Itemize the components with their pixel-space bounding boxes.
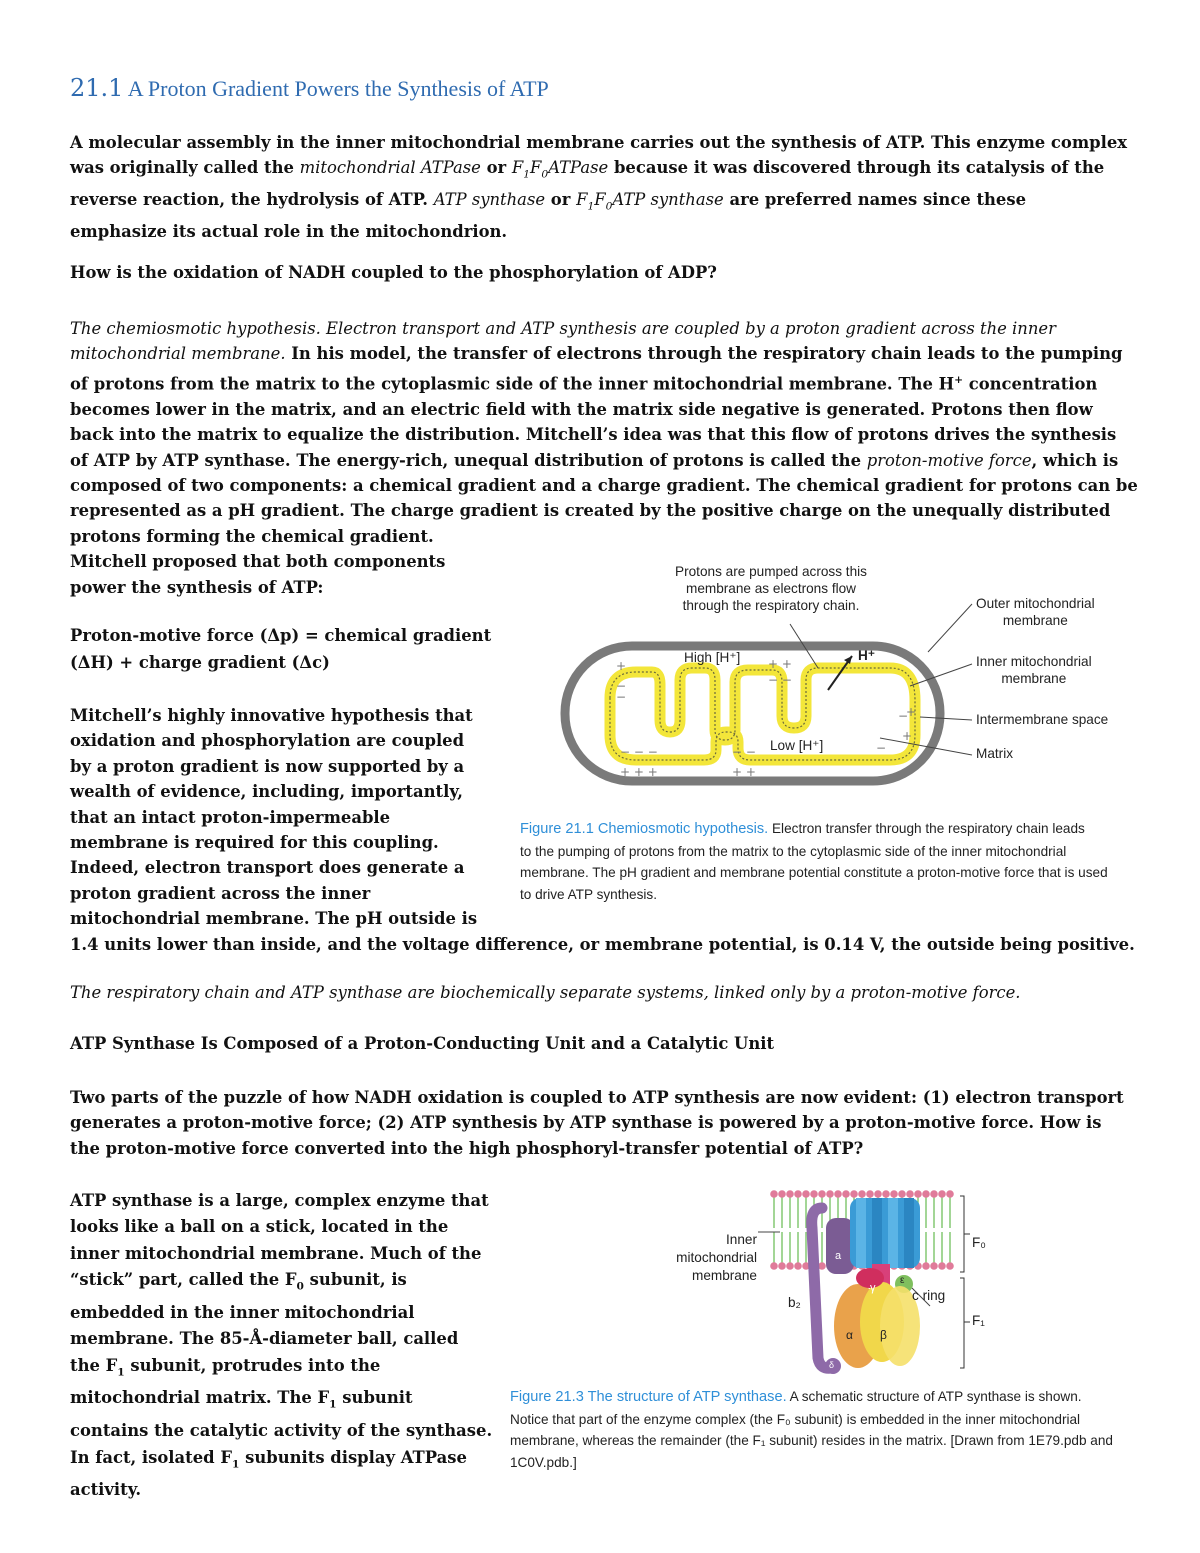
figure-21-1 — [520, 560, 1180, 905]
figure-21-1-caption: Figure 21.1 Chemiosmotic hypothesis. Electron transfer through the respiratory chain leads to the pumping of protons from the matrix to the cytoplasmic side of the inner mitochondrial membrane. The pH gradient and membrane potential constitute a proton-motive force that is used to drive ATP synthesis. — [520, 821, 1108, 902]
lipid-head — [770, 1190, 778, 1198]
lipid-head — [898, 1190, 906, 1198]
pump-callout: Protons are pumped across this membrane as electrons flow through the respiratory chain. — [675, 564, 867, 613]
lipid-head — [922, 1190, 930, 1198]
f0-label: F₀ — [972, 1235, 986, 1250]
svg-text:− −: − − — [732, 745, 756, 759]
h-plus-label: H⁺ — [858, 648, 875, 663]
lipid-head — [914, 1190, 922, 1198]
alpha-label: α — [846, 1328, 853, 1342]
text-line: Two parts of the puzzle of how NADH oxidation is coupled to ATP synthesis are now evident: (1) electron transport — [70, 1088, 1124, 1107]
text-line: mitochondrial membrane. The pH outside is — [70, 909, 478, 929]
text-line: the proton-motive force converted into the high phosphoryl-transfer potential of ATP? — [70, 1138, 864, 1158]
lipid-head — [802, 1190, 810, 1198]
lipid-head — [778, 1262, 786, 1270]
text-line: activity. — [70, 1480, 142, 1500]
svg-text:+ +: + + — [732, 765, 756, 779]
figure-21-3-caption: Figure 21.3 The structure of ATP synthase. A schematic structure of ATP synthase is shown. Notice that part of the enzyme complex (the F₀ subunit) is embedded in the inner mitochondrial membrane, whereas the remainder (the F₁ subunit) resides in the matrix. [Drawn from 1E79.pdb and 1C0V.pdb.] — [510, 1389, 1113, 1470]
text-line: emphasize its actual role in the mitochondrion. — [70, 221, 508, 241]
lipid-head — [858, 1190, 866, 1198]
svg-text:−: − — [616, 679, 627, 693]
lipid-head — [842, 1190, 850, 1198]
lipid-head — [874, 1190, 882, 1198]
svg-text:−: − — [616, 690, 627, 704]
outer-membrane-label: Outer mitochondrial membrane — [976, 596, 1095, 628]
text-line: of protons from the matrix to the cytoplasmic side of the inner mitochondrial membrane. The H+ concentration — [70, 372, 1098, 394]
text-line: Mitchell proposed that both components — [70, 552, 446, 572]
text-line: by a proton gradient is now supported by a — [70, 756, 465, 776]
svg-text:− − −: − − − — [620, 745, 658, 759]
text-line: 1.4 units lower than inside, and the voltage difference, or membrane potential, is 0.14 V, the outside being positive. — [70, 934, 1135, 954]
lipid-head — [922, 1262, 930, 1270]
puzzle-paragraph — [70, 1085, 1140, 1161]
svg-text:− −: − − — [768, 673, 792, 687]
text-line: Mitchell’s highly innovative hypothesis that — [70, 706, 473, 725]
text-line: oxidation and phosphorylation are coupled — [70, 731, 465, 751]
text-line: proton gradient across the inner — [70, 883, 371, 903]
lipid-head — [786, 1190, 794, 1198]
a-label: a — [835, 1250, 842, 1262]
low-proton-label: Low [H⁺] — [770, 738, 824, 753]
lipid-head — [946, 1262, 954, 1270]
lipid-head — [946, 1190, 954, 1198]
text-line: A molecular assembly in the inner mitochondrial membrane carries out the synthesis of ATP. This enzyme complex — [70, 133, 1128, 152]
svg-text:+ + +: + + + — [620, 765, 658, 779]
svg-text:+: + — [906, 705, 917, 719]
text-line: looks like a ball on a stick, located in the — [70, 1217, 449, 1237]
text-line: the $F_1$ subunit, protrudes into the — [70, 1355, 381, 1378]
text-line: membrane. The 85-Å-diameter ball, called — [70, 1329, 459, 1349]
text-line: mitochondrial matrix. The $F_1$ subunit — [70, 1388, 413, 1411]
atp-synthase-diagram — [500, 1188, 1180, 1378]
matrix-label: Matrix — [976, 746, 1014, 761]
lipid-head — [930, 1262, 938, 1270]
text-line: becomes lower in the matrix, and an electric field with the matrix side negative is generated. Protons then flow — [70, 399, 1093, 419]
lipid-head — [850, 1190, 858, 1198]
atp-synthase-subheading: ATP Synthase Is Composed of a Proton-Conducting Unit and a Catalytic Unit — [70, 1034, 775, 1053]
lipid-head — [938, 1190, 946, 1198]
text-line: inner mitochondrial membrane. Much of the — [70, 1243, 482, 1263]
lipid-head — [778, 1190, 786, 1198]
lipid-head — [866, 1190, 874, 1198]
text-line: was originally called the mitochondrial ATPase or $F_1F_0ATPase$ because it was discovered through its catalysis of the — [70, 158, 1105, 181]
text-line: In fact, isolated $F_1$ subunits display ATPase — [70, 1447, 467, 1470]
lipid-head — [882, 1190, 890, 1198]
section-title: A Proton Gradient Powers the Synthesis of ATP — [127, 76, 549, 101]
intro-paragraph — [70, 130, 1140, 244]
text-line: generates a proton-motive force; (2) ATP synthesis by ATP synthase is powered by a proton-motive force. How is — [70, 1113, 1102, 1133]
svg-text:−: − — [898, 709, 909, 723]
text-line: Indeed, electron transport does generate a — [70, 858, 465, 878]
text-line: mitochondrial membrane. In his model, the transfer of electrons through the respiratory chain leads to the pumping — [70, 344, 1123, 364]
figure-21-3 — [500, 1188, 1180, 1488]
text-line: embedded in the inner mitochondrial — [70, 1302, 415, 1322]
lipid-head — [810, 1190, 818, 1198]
c-ring — [850, 1198, 920, 1268]
section-heading — [70, 74, 549, 102]
lipid-head — [786, 1262, 794, 1270]
lipid-head — [818, 1190, 826, 1198]
section-number: 21.1 — [70, 74, 124, 102]
text-line: Proton-motive force (Δp) = chemical gradient — [70, 626, 492, 645]
a-subunit — [826, 1218, 854, 1274]
lipid-head — [834, 1190, 842, 1198]
c-ring-label: c ring — [912, 1288, 946, 1303]
lipid-head — [930, 1190, 938, 1198]
text-line: “stick” part, called the $F_0$ subunit, is — [70, 1270, 407, 1293]
lipid-head — [938, 1262, 946, 1270]
text-line: power the synthesis of ATP: — [70, 577, 324, 597]
inner-membrane-label: Inner mitochondrial membrane — [676, 1232, 757, 1283]
f1-label: F₁ — [972, 1313, 985, 1328]
text-line: contains the catalytic activity of the synthase. — [70, 1421, 493, 1441]
lipid-head — [906, 1190, 914, 1198]
text-line: represented as a pH gradient. The charge gradient is created by the positive charge on the unequally distributed — [70, 501, 1111, 521]
inner-membrane-label: Inner mitochondrial membrane — [976, 654, 1092, 686]
beta-label: β — [880, 1328, 887, 1342]
text-line: composed of two components: a chemical gradient and a charge gradient. The chemical gradient for protons can be — [70, 475, 1138, 495]
text-line: (ΔH) + charge gradient (Δc) — [70, 653, 330, 672]
synthase-paragraph — [70, 1188, 510, 1504]
gamma-label: γ — [870, 1282, 876, 1294]
text-line: back into the matrix to equalize the distribution. Mitchell’s idea was that this flow of protons drives the synthesis — [70, 425, 1117, 445]
text-line: membrane is required for this coupling. — [70, 833, 439, 853]
svg-text:−: − — [876, 741, 887, 755]
text-line: The chemiosmotic hypothesis. Electron transport and ATP synthesis are coupled by a proton gradient across the inner — [70, 319, 1056, 338]
text-line: reverse reaction, the hydrolysis of ATP. ATP synthase or $F_1F_0ATP$ synthase are preferred names since these — [70, 190, 1027, 213]
equation-block — [70, 622, 510, 676]
lipid-head — [890, 1190, 898, 1198]
text-line: that an intact proton-impermeable — [70, 807, 391, 827]
delta-label: δ — [829, 1360, 835, 1370]
text-line: protons forming the chemical gradient. — [70, 526, 434, 546]
high-proton-label: High [H⁺] — [684, 650, 741, 665]
text-line: wealth of evidence, including, importantly, — [70, 782, 463, 802]
intermembrane-space-label: Intermembrane space — [976, 712, 1109, 727]
separate-systems-statement: The respiratory chain and ATP synthase are biochemically separate systems, linked only by a proton-motive force. — [70, 983, 1021, 1002]
b2-label: b₂ — [788, 1295, 801, 1310]
svg-text:+: + — [902, 729, 913, 743]
lipid-head — [794, 1262, 802, 1270]
svg-text:+: + — [616, 659, 627, 673]
text-line: of ATP by ATP synthase. The energy-rich, unequal distribution of protons is called the proton-motive force, which is — [70, 450, 1119, 470]
lipid-head — [826, 1190, 834, 1198]
lipid-head — [770, 1262, 778, 1270]
text-line: ATP synthase is a large, complex enzyme that — [70, 1191, 489, 1210]
lipid-head — [794, 1190, 802, 1198]
epsilon-label: ε — [900, 1275, 905, 1286]
question-heading: How is the oxidation of NADH coupled to the phosphorylation of ADP? — [70, 263, 717, 282]
svg-text:+ +: + + — [768, 657, 792, 671]
chemiosmotic-paragraph — [70, 316, 1140, 600]
